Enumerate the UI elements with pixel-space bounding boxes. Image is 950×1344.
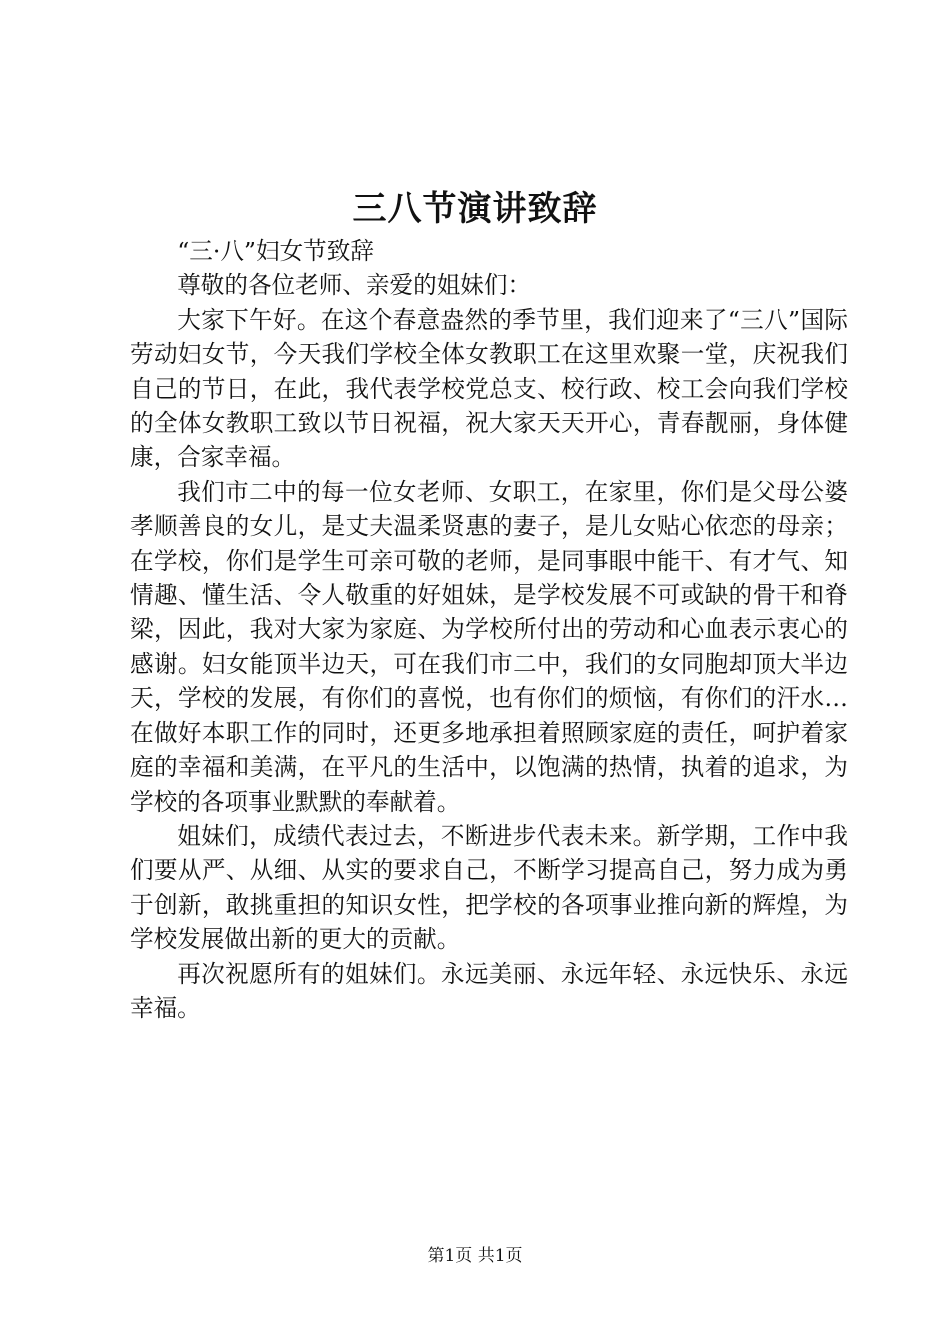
paragraph-future: 姐妹们，成绩代表过去，不断进步代表未来。新学期，工作中我们要从严、从细、从实的要求自己，不断学习提高自己，努力成为勇于创新，敢挑重担的知识女性，把学校的各项事业推向新的辉煌，为学校发展做出新的更大的贡献。 [130, 821, 848, 954]
document-title: 三八节演讲致辞 [352, 189, 598, 229]
paragraph-greeting: 大家下午好。在这个春意盎然的季节里，我们迎来了“三八”国际劳动妇女节，今天我们学校全体女教职工在这里欢聚一堂，庆祝我们自己的节日，在此，我代表学校党总支、校行政、校工会向我们学校的全体女教职工致以节日祝福，祝大家天天开心，青春靓丽，身体健康，合家幸福。 [130, 305, 848, 472]
document-body [130, 234, 848, 1025]
paragraph-closing: 再次祝愿所有的姐妹们。永远美丽、永远年轻、永远快乐、永远幸福。 [130, 959, 848, 1022]
paragraph-salutation: 尊敬的各位老师、亲爱的姐妹们： [177, 271, 532, 300]
paragraph-praise: 我们市二中的每一位女老师、女职工，在家里，你们是父母公婆孝顺善良的女儿，是丈夫温柔贤惠的妻子，是儿女贴心依恋的母亲；在学校，你们是学生可亲可敬的老师，是同事眼中能干、有才气、知情趣、懂生活、令人敬重的好姐妹，是学校发展不可或缺的骨干和脊梁，因此，我对大家为家庭、为学校所付出的劳动和心血表示衷心的感谢。妇女能顶半边天，可在我们市二中，我们的女同胞却顶大半边天，学校的发展，有你们的喜悦，也有你们的烦恼，有你们的汗水…在做好本职工作的同时，还更多地承担着照顾家庭的责任，呵护着家庭的幸福和美满，在平凡的生活中，以饱满的热情，执着的追求，为学校的各项事业默默的奉献着。 [130, 477, 848, 816]
page-number: 第1页 共1页 [427, 1246, 523, 1266]
paragraph-heading: “三·八”妇女节致辞 [177, 237, 374, 265]
